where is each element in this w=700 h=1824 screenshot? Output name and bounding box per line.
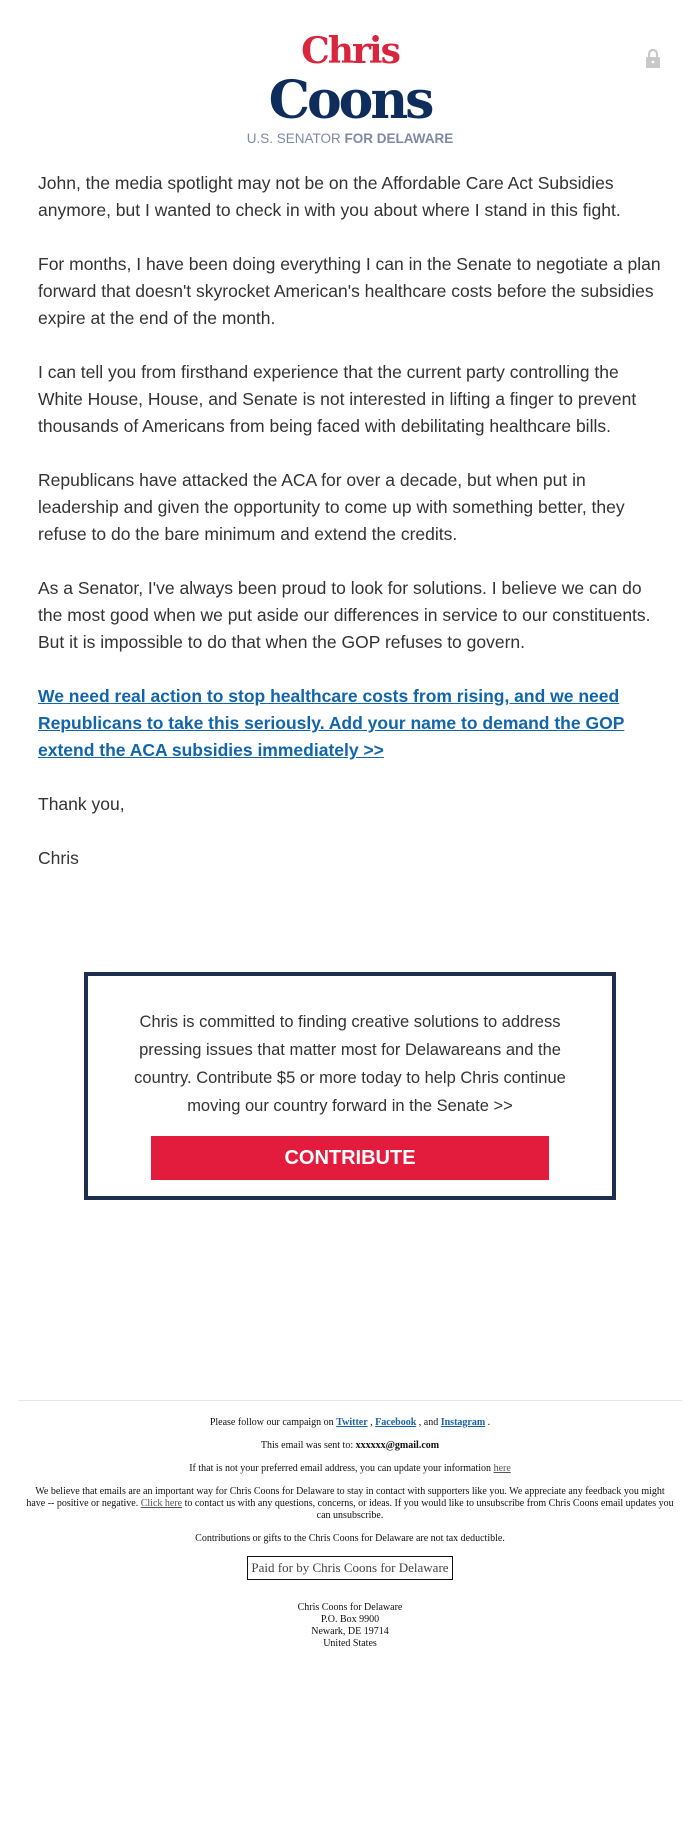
- body-paragraph: I can tell you from firsthand experience that the current party controlling the White House, House, and Senate is not interested in lifting a finger to prevent thousands of Americans from being faced with debilitating healthcare bills.: [38, 362, 637, 436]
- petition-link[interactable]: We need real action to stop healthcare costs from rising, and we need Republicans to take this seriously. Add your name to demand the GOP extend the ACA subsidies immediately >>: [38, 686, 625, 760]
- facebook-link[interactable]: Facebook: [375, 1417, 417, 1428]
- email-body: [38, 170, 662, 872]
- update-text: If that is not your preferred email address, you can update your information: [189, 1463, 492, 1474]
- logo-sub-light: U.S. SENATOR: [246, 131, 341, 146]
- address-line: Newark, DE 19714: [311, 1626, 389, 1637]
- address-line: United States: [323, 1638, 377, 1649]
- donate-text: Chris is committed to finding creative solutions to address pressing issues that matter most for Delawareans and the country. Contribute $5 or more today to help Chris continue moving our country forward in the Senate >>: [134, 1013, 566, 1115]
- sent-to-label: This email was sent to:: [260, 1440, 354, 1451]
- body-paragraph: For months, I have been doing everything I can in the Senate to negotiate a plan forward that doesn't skyrocket American's healthcare costs before the subsidies expire at the end of the month.: [38, 254, 661, 328]
- instagram-link[interactable]: Instagram: [440, 1417, 486, 1428]
- feedback-text: We believe that emails are an important way for Chris Coons for Delaware to stay in contact with supporters like you. We appreciate any feedback you might have -- positive or negative.: [26, 1486, 665, 1509]
- separator: .: [487, 1417, 491, 1428]
- lock-icon: [645, 48, 661, 68]
- sent-to-line: [25, 1440, 675, 1452]
- chris-coons-logo: [220, 0, 480, 148]
- footer: [25, 1417, 675, 1650]
- follow-line: [25, 1417, 675, 1429]
- tax-disclaimer: Contributions or gifts to the Chris Coons for Delaware are not tax deductible.: [195, 1533, 505, 1544]
- separator: , and: [418, 1417, 439, 1428]
- body-paragraph: Republicans have attacked the ACA for over a decade, but when put in leadership and given the opportunity to come up with something better, they refuse to do the bare minimum and extend the credits.: [38, 470, 625, 544]
- feedback-text: to contact us with any questions, concerns, or ideas. If you would like to unsubscribe from Chris Coons email updates you can unsubscribe.: [184, 1498, 674, 1521]
- address-line: Chris Coons for Delaware: [297, 1602, 403, 1613]
- footer-divider: [18, 1400, 682, 1401]
- follow-text: Please follow our campaign on: [209, 1417, 334, 1428]
- closing: Thank you,: [38, 794, 125, 814]
- contribute-button[interactable]: CONTRIBUTE: [151, 1136, 549, 1180]
- update-line: [25, 1463, 675, 1475]
- update-info-link[interactable]: here: [493, 1463, 511, 1474]
- address-line: P.O. Box 9900: [320, 1614, 380, 1625]
- recipient-email: xxxxxx@gmail.com: [355, 1440, 440, 1451]
- contact-link[interactable]: Click here: [140, 1498, 183, 1509]
- logo-subtitle: [247, 130, 454, 148]
- twitter-link[interactable]: Twitter: [336, 1417, 368, 1428]
- logo-first-name: Chris: [301, 30, 399, 72]
- paid-for-disclaimer: Paid for by Chris Coons for Delaware: [247, 1556, 452, 1580]
- separator: ,: [370, 1417, 373, 1428]
- donate-box: [84, 972, 616, 1200]
- logo-sub-bold: FOR DELAWARE: [344, 131, 454, 146]
- body-paragraph: As a Senator, I've always been proud to look for solutions. I believe we can do the most good when we put aside our differences in service to our constituents. But it is impossible to do that when the GOP refuses to govern.: [38, 578, 651, 652]
- logo-last-name: Coons: [268, 70, 432, 131]
- body-paragraph: John, the media spotlight may not be on the Affordable Care Act Subsidies anymore, but I wanted to check in with you about where I stand in this fight.: [38, 173, 621, 220]
- mailing-address: [25, 1602, 675, 1650]
- signature: Chris: [38, 848, 79, 868]
- feedback-line: [25, 1486, 675, 1522]
